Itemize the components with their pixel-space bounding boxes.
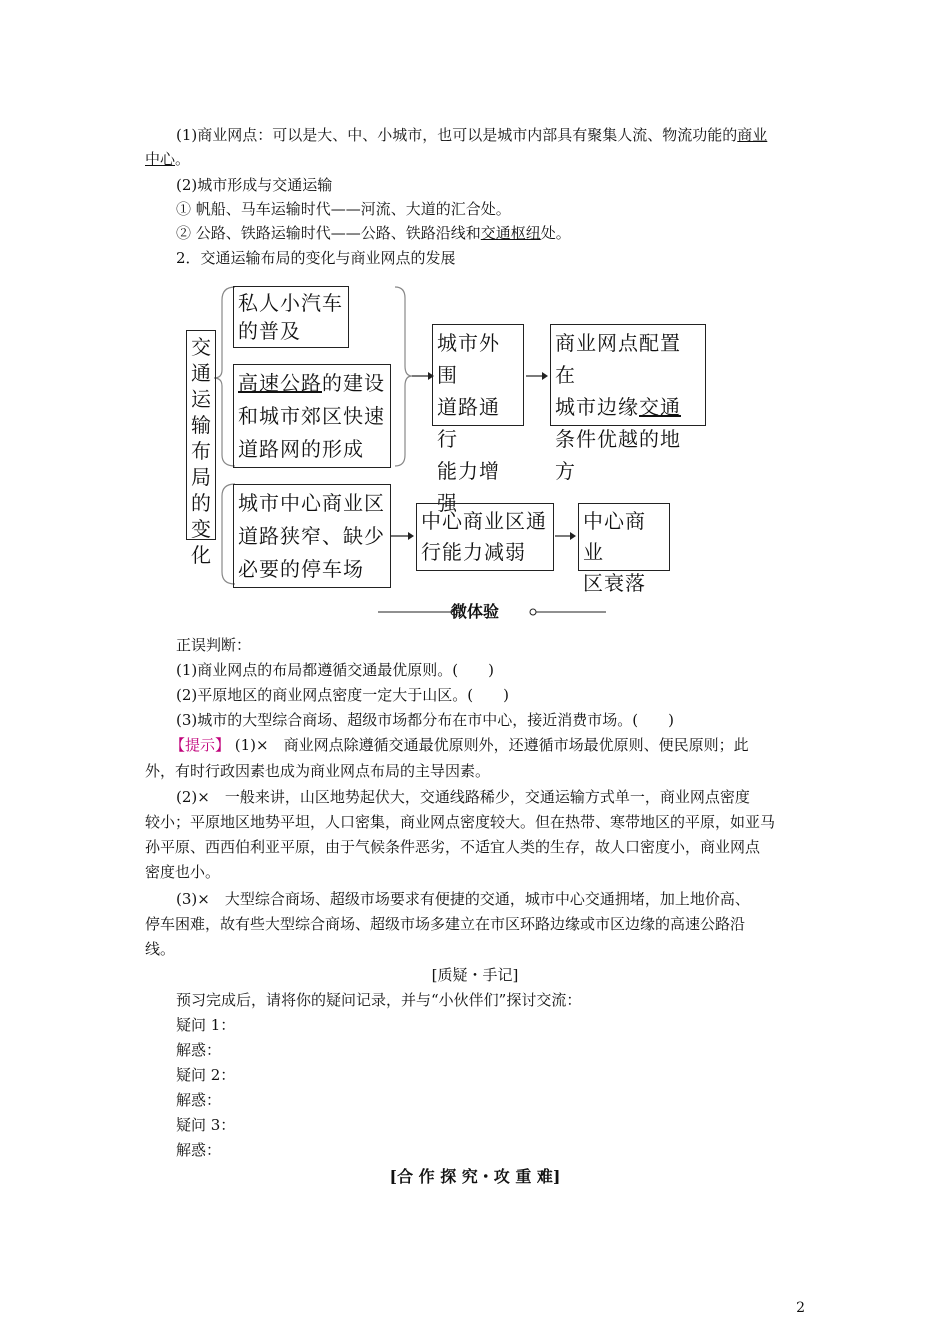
box-d-underline: 交通 (639, 395, 681, 419)
box-c-line2: 道路通行 (437, 395, 500, 451)
answer-2-l3: 孙平原、西西伯利亚平原，由于气候条件恶劣，不适宜人类的生存，故人口密度小，商业网点 (145, 838, 761, 856)
box-highway (233, 364, 391, 468)
box-d-text: 城市边缘 (555, 395, 639, 419)
box-b-line3: 道路网的形成 (238, 437, 364, 461)
para1-text: (1)商业网点：可以是大、中、小城市，也可以是城市内部具有聚集人流、物流功能的 (176, 126, 738, 144)
arrow-2-head (542, 372, 548, 380)
para-sail-era: ① 帆船、马车运输时代——河流、大道的汇合处。 (176, 200, 511, 218)
para4-underline: 交通枢纽 (480, 224, 541, 242)
judge-item-2: (2)平原地区的商业网点密度一定大于山区。( ) (176, 686, 509, 704)
box-c-line3: 能力增强 (437, 459, 500, 515)
para-city-transport: (2)城市形成与交通运输 (176, 176, 333, 194)
judge-item-1: (1)商业网点的布局都遵循交通最优原则。( ) (176, 661, 494, 679)
brace-right (395, 287, 412, 466)
root-char: 通 (191, 361, 211, 385)
judge-item-3: (3)城市的大型综合商场、超级市场都分布在市中心，接近消费市场。( ) (176, 711, 674, 729)
root-char: 局 (191, 465, 211, 489)
notes-title: [质疑・手记] (431, 966, 519, 984)
arrow-4-head (570, 532, 576, 540)
answer-1-cont: 外，有时行政因素也成为商业网点布局的主导因素。 (145, 762, 491, 780)
box-f-line1: 中心商业区通 (421, 509, 547, 533)
footer-section-title: [合 作 探 究・攻 重 难] (389, 1167, 561, 1186)
box-b-underline: 高速公路 (238, 371, 322, 395)
para1-underline2: 中心 (145, 150, 176, 168)
root-char: 交 (191, 335, 211, 359)
box-f-line2: 行能力减弱 (421, 540, 526, 564)
page-number: 2 (796, 1300, 805, 1316)
hint-label: 【提示】 (170, 736, 231, 754)
answer-2-l4: 密度也小。 (145, 863, 221, 881)
box-b-line1 (238, 367, 386, 400)
box-edge-location (550, 324, 706, 483)
para1-suffix: 。 (175, 150, 191, 168)
box-c-line1: 城市外围 (437, 331, 500, 387)
box-e-line2: 道路狭窄、缺少 (238, 524, 385, 548)
diagram-root-box (186, 330, 216, 567)
root-char: 变 (191, 517, 211, 541)
para1-underline: 商业 (737, 126, 768, 144)
box-private-car (233, 286, 349, 348)
answer-2: (2)× 一般来讲，山区地势起伏大，交通线路稀少，交通运输方式单一，商业网点密度 (176, 788, 750, 806)
box-a-line2: 的普及 (238, 319, 301, 343)
section-micro-title: 微体验 (450, 602, 499, 621)
box-cbd-decline (578, 503, 670, 595)
root-char: 运 (191, 387, 211, 411)
notes-intro: 预习完成后，请将你的疑问记录，并与“小伙伴们”探讨交流： (176, 991, 582, 1009)
answer-2-l2: 较小；平原地区地势平坦，人口密集，商业网点密度较大。但在热带、寒带地区的平原，如亚马 (145, 813, 776, 831)
root-char: 布 (191, 439, 211, 463)
para-section2-title: 2．交通运输布局的变化与商业网点的发展 (176, 249, 456, 267)
box-b-line2: 和城市郊区快速 (238, 404, 385, 428)
arrow-3-head (408, 532, 414, 540)
para4-text: ② 公路、铁路运输时代——公路、铁路沿线和 (176, 224, 481, 242)
note-answer-2: 解惑： (176, 1091, 222, 1109)
para4-suffix: 处。 (540, 224, 571, 242)
answer-3-l2: 停车困难，故有些大型综合商场、超级市场多建立在市区环路边缘或市区边缘的高速公路沿 (145, 915, 746, 933)
box-center-cbd (233, 484, 391, 588)
box-b-rest: 的建设 (322, 371, 385, 395)
note-answer-3: 解惑： (176, 1141, 222, 1159)
note-answer-1: 解惑： (176, 1041, 222, 1059)
note-question-1: 疑问 1： (176, 1016, 236, 1034)
brace-left-top (214, 287, 235, 466)
box-d-line2 (555, 391, 701, 423)
box-e-line1: 城市中心商业区 (238, 491, 385, 515)
box-a-line1: 私人小汽车 (238, 291, 343, 315)
note-question-3: 疑问 3： (176, 1116, 236, 1134)
answer-1-text: (1)× 商业网点除遵循交通最优原则外，还遵循市场最优原则、便民原则；此 (230, 736, 749, 754)
answer-3-l3: 线。 (145, 940, 176, 958)
note-question-2: 疑问 2： (176, 1066, 236, 1084)
root-char: 化 (191, 543, 211, 567)
box-g-line2: 区衰落 (583, 571, 646, 595)
box-g-line1: 中心商业 (583, 509, 646, 564)
judge-title: 正误判断： (176, 636, 252, 654)
box-d-line1: 商业网点配置在 (555, 331, 681, 387)
root-char: 的 (191, 491, 211, 515)
root-char: 输 (191, 413, 211, 437)
answer-1 (170, 734, 838, 756)
answer-3: (3)× 大型综合商场、超级市场要求有便捷的交通，城市中心交通拥堵，加上地价高、 (176, 890, 750, 908)
box-outer-road (432, 324, 524, 515)
box-e-line3: 必要的停车场 (238, 557, 364, 581)
box-d-line3: 条件优越的地方 (555, 427, 681, 483)
box-cbd-capacity (416, 503, 554, 571)
